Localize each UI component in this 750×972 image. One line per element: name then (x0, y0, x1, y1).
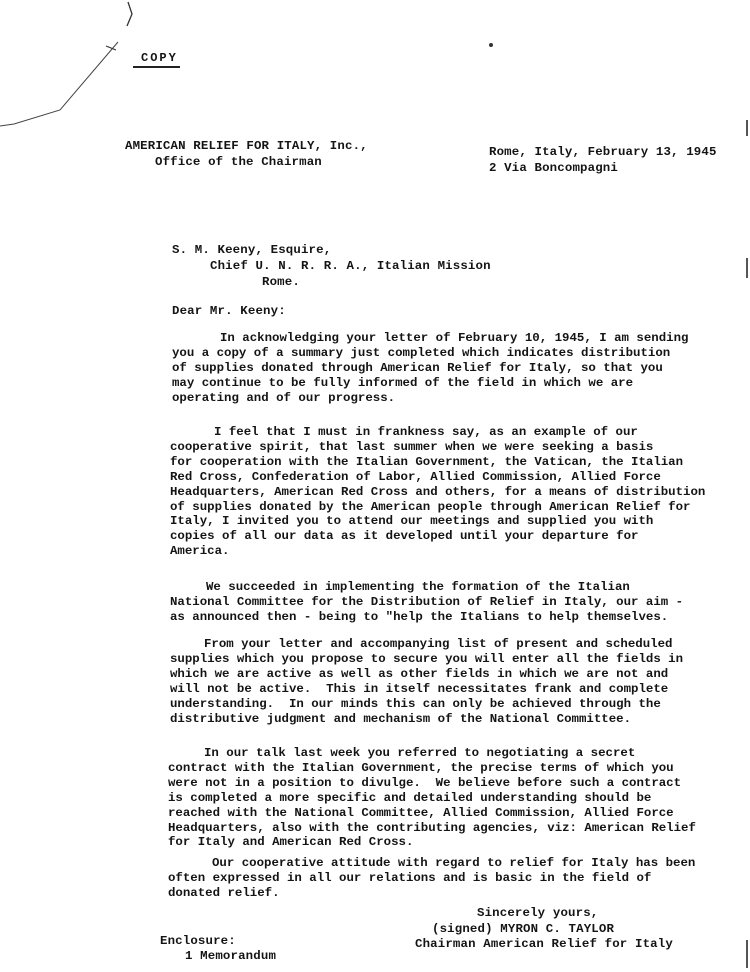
scan-speck (489, 43, 493, 47)
paragraph-line: supplies which you propose to secure you will enter all the fields in (170, 651, 684, 666)
paragraph-line: Headquarters, also with the contributing agencies, viz: American Relief (168, 820, 696, 835)
paragraph-line: Our cooperative attitude with regard to relief for Italy has been (212, 856, 696, 870)
paragraph-line: In acknowledging your letter of February 10, 1945, I am sending (220, 331, 689, 345)
paragraph-line: distributive judgment and mechanism of the National Committee. (170, 711, 632, 726)
paragraph-line: America. (170, 544, 230, 559)
signer-title: Chairman American Relief for Italy (415, 937, 673, 951)
paragraph-line: We succeeded in implementing the formation of the Italian (206, 580, 630, 594)
enclosure-item: 1 Memorandum (185, 949, 277, 963)
paragraph-line: cooperative spirit, that last summer when we were seeking a basis (170, 439, 654, 454)
signature-line: (signed) MYRON C. TAYLOR (432, 922, 615, 936)
paragraph-line: which we are active as well as other fields in which we are not and (170, 666, 669, 681)
paragraph-line: I feel that I must in frankness say, as an example of our (214, 425, 638, 439)
addressee-city: Rome. (262, 275, 300, 289)
scan-edge-mark (746, 120, 748, 136)
paragraph-line: of supplies donated by the American people through American Relief for (170, 499, 691, 514)
paragraph-line: Headquarters, American Red Cross and others, for a means of distribution (170, 484, 706, 499)
enclosure-label: Enclosure: (160, 934, 236, 948)
paragraph-line: copies of all our data as it developed until your departure for (170, 529, 639, 544)
addressee-title: Chief U. N. R. R. A., Italian Mission (210, 259, 491, 273)
paragraph-line: National Committee for the Distribution of Relief in Italy, our aim - (170, 594, 684, 609)
complimentary-close: Sincerely yours, (477, 906, 599, 920)
paragraph-line: In our talk last week you referred to negotiating a secret (204, 746, 636, 760)
paragraph-line: for Italy and American Red Cross. (168, 835, 414, 850)
addressee-name: S. M. Keeny, Esquire, (172, 243, 332, 257)
body-paragraph-2 (170, 425, 705, 559)
scan-edge-mark (746, 940, 748, 968)
paragraph-line: you a copy of a summary just completed which indicates distribution (172, 345, 671, 360)
copy-stamp: COPY (141, 51, 178, 65)
paragraph-line: operating and of our progress. (172, 390, 396, 405)
paragraph-line: reached with the National Committee, Allied Commission, Allied Force (168, 805, 674, 820)
paragraph-line: Red Cross, Confederation of Labor, Allied Commission, Allied Force (170, 469, 661, 484)
body-paragraph-3 (170, 580, 683, 625)
letter-address: 2 Via Boncompagni (489, 161, 618, 175)
paragraph-line: donated relief. (168, 885, 280, 900)
letterhead-org: AMERICAN RELIEF FOR ITALY, Inc., (125, 139, 368, 153)
paragraph-line: as announced then - being to "help the Italians to help themselves. (170, 609, 669, 624)
scan-fold-mark (0, 0, 140, 140)
paragraph-line: Italy, I invited you to attend our meetings and supplied you with (170, 514, 654, 529)
body-paragraph-6 (168, 856, 695, 901)
paragraph-line: contract with the Italian Government, the precise terms of which you (168, 760, 674, 775)
paragraph-line: of supplies donated through American Relief for Italy, so that you (172, 360, 663, 375)
letterhead-office: Office of the Chairman (155, 155, 322, 169)
paragraph-line: will not be active. This in itself necessitates frank and complete (170, 681, 669, 696)
paragraph-line: for cooperation with the Italian Government, the Vatican, the Italian (170, 454, 684, 469)
body-paragraph-5 (168, 746, 696, 850)
paragraph-line: is completed a more specific and detailed understanding should be (168, 790, 652, 805)
paragraph-line: were not in a position to divulge. We believe before such a contract (168, 775, 682, 790)
letter-date: Rome, Italy, February 13, 1945 (489, 145, 717, 159)
paragraph-line: may continue to be fully informed of the field in which we are (172, 375, 634, 390)
paragraph-line: understanding. In our minds this can only be achieved through the (170, 696, 661, 711)
paragraph-line: often expressed in all our relations and is basic in the field of (168, 870, 652, 885)
scan-edge-mark (746, 258, 748, 278)
body-paragraph-4 (170, 637, 683, 726)
salutation: Dear Mr. Keeny: (172, 304, 286, 318)
body-paragraph-1 (172, 331, 688, 406)
paragraph-line: From your letter and accompanying list of present and scheduled (204, 637, 673, 651)
copy-stamp-underline (133, 66, 180, 68)
